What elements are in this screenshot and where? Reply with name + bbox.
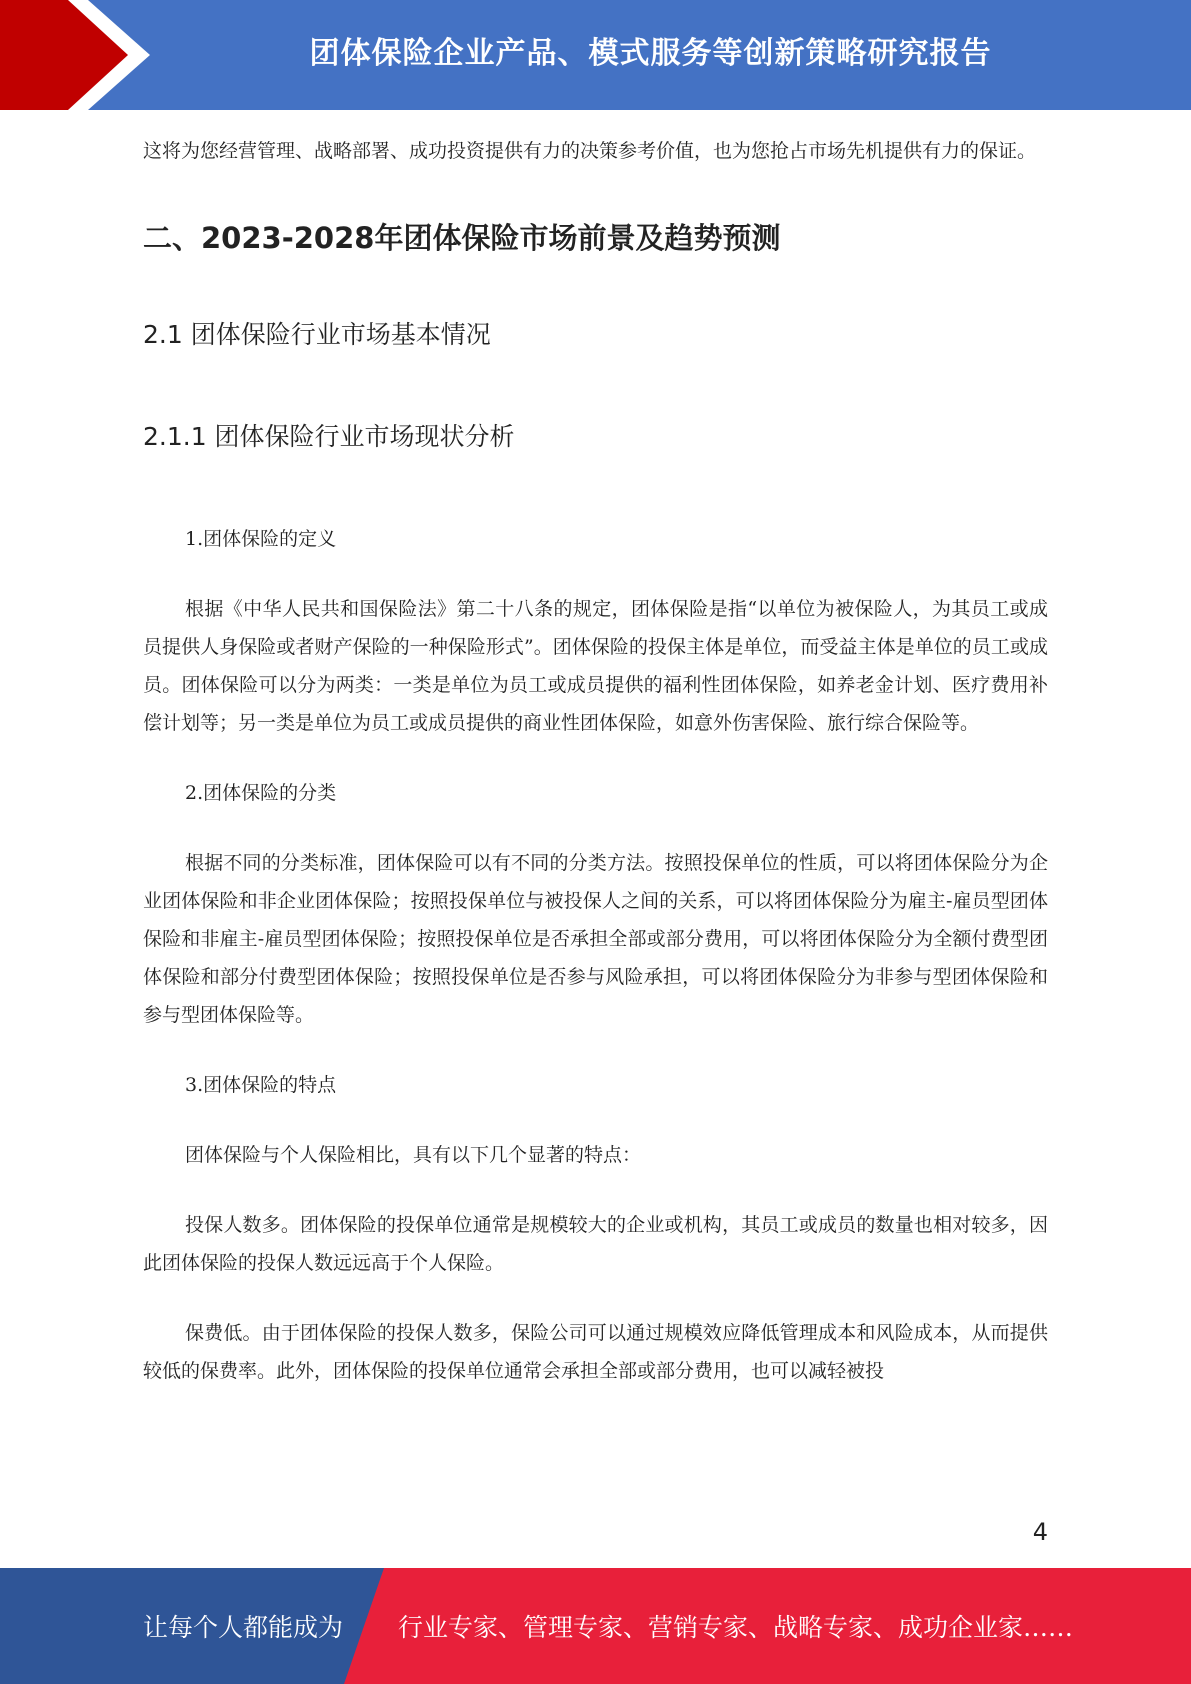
- footer-slogan-left: 让每个人都能成为: [143, 1613, 344, 1642]
- subsection-heading: 2.1 团体保险行业市场基本情况: [143, 320, 491, 349]
- page-number: 4: [1032, 1518, 1048, 1546]
- section-heading: 二、2023-2028年团体保险市场前景及趋势预测: [143, 221, 781, 255]
- item3-title: 3.团体保险的特点: [185, 1074, 337, 1096]
- header-chevron-decoration: [0, 0, 160, 110]
- item1-body: 根据《中华人民共和国保险法》第二十八条的规定，团体保险是指“以单位为被保险人，为其员工或成员提供人身保险或者财产保险的一种保险形式”。团体保险的投保主体是单位，而受益主体是单位的员工或成员。团体保险可以分为两类：一类是单位为员工或成员提供的福利性团体保险，如养老金计划、医疗费用补偿计划等；另一类是单位为员工或成员提供的商业性团体保险，如意外伤害保险、旅行综合保险等。: [143, 598, 1048, 734]
- item3-intro: 团体保险与个人保险相比，具有以下几个显著的特点：: [185, 1144, 642, 1166]
- subsubsection-heading: 2.1.1 团体保险行业市场现状分析: [143, 422, 515, 451]
- item2-body: 根据不同的分类标准，团体保险可以有不同的分类方法。按照投保单位的性质，可以将团体保险分为企业团体保险和非企业团体保险；按照投保单位与被投保人之间的关系，可以将团体保险分为雇主-雇员型团体保险和非雇主-雇员型团体保险；按照投保单位是否承担全部或部分费用，可以将团体保险分为全额付费型团体保险和部分付费型团体保险；按照投保单位是否参与风险承担，可以将团体保险分为非参与型团体保险和参与型团体保险等。: [143, 852, 1048, 1026]
- item3-point2: 保费低。由于团体保险的投保人数多，保险公司可以通过规模效应降低管理成本和风险成本，从而提供较低的保费率。此外，团体保险的投保单位通常会承担全部或部分费用，也可以减轻被投: [143, 1322, 1048, 1382]
- item1-title: 1.团体保险的定义: [185, 528, 337, 550]
- footer-slogan-right: 行业专家、管理专家、营销专家、战略专家、成功企业家……: [398, 1613, 1074, 1642]
- header-title: 团体保险企业产品、模式服务等创新策略研究报告: [309, 36, 992, 71]
- item3-point1: 投保人数多。团体保险的投保单位通常是规模较大的企业或机构，其员工或成员的数量也相对较多，因此团体保险的投保人数远远高于个人保险。: [143, 1214, 1048, 1274]
- document-body: [143, 132, 1048, 1390]
- intro-paragraph: 这将为您经营管理、战略部署、成功投资提供有力的决策参考价值，也为您抢占市场先机提供有力的保证。: [143, 140, 1037, 162]
- page-header: [0, 0, 1191, 110]
- page-footer: [0, 1568, 1191, 1684]
- item2-title: 2.团体保险的分类: [185, 782, 337, 804]
